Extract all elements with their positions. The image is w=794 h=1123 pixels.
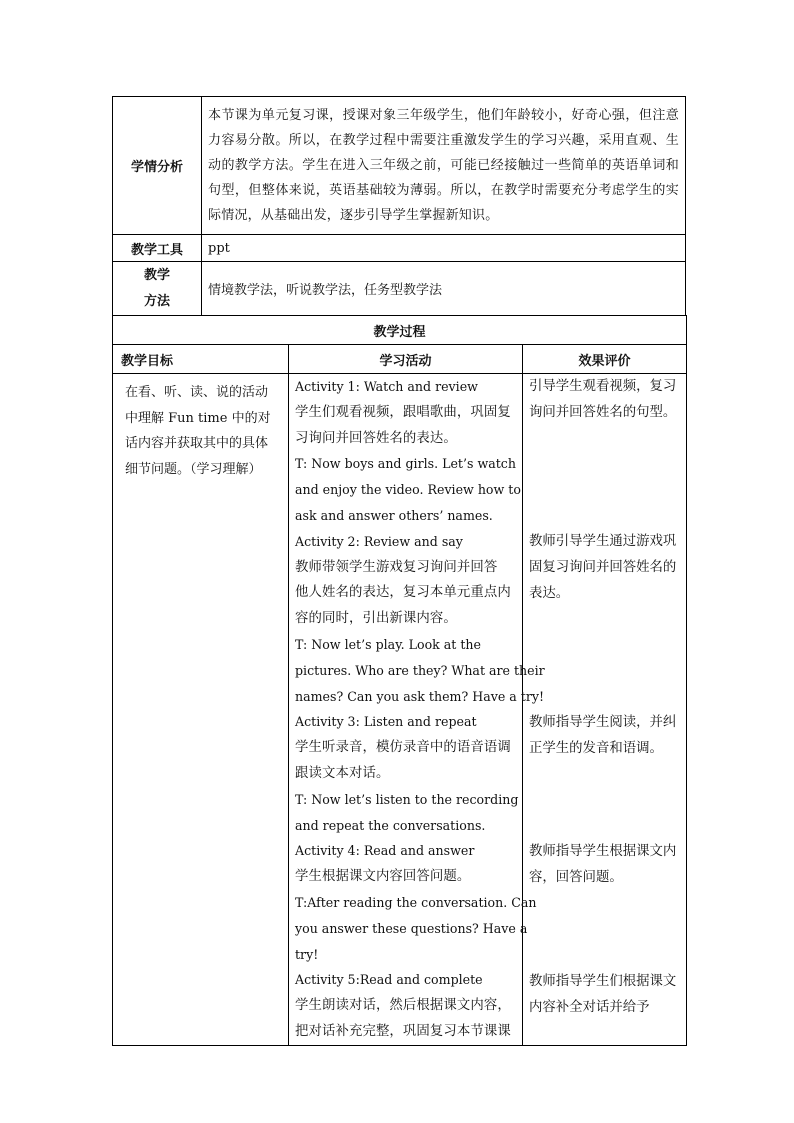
header-activity: 学习活动 <box>289 345 523 374</box>
activity-line: try! <box>295 946 319 962</box>
lesson-info-table <box>112 96 686 316</box>
activity-line: T: Now let’s listen to the recording <box>295 791 519 807</box>
evaluation-5: 教师指导学生们根据课文内容补全对话并给予 <box>529 974 677 1015</box>
activity-line: 容的同时，引出新课内容。 <box>295 611 457 627</box>
activity-line: T:After reading the conversation. Can <box>295 894 537 910</box>
activity-line: Activity 4: Read and answer <box>295 843 475 859</box>
tools-value: ppt <box>202 235 686 262</box>
evaluation-cell <box>523 374 687 1046</box>
evaluation-4: 教师指导学生根据课文内容，回答问题。 <box>529 844 677 885</box>
header-goal: 教学目标 <box>113 345 289 374</box>
analysis-text: 本节课为单元复习课，授课对象三年级学生，他们年龄较小，好奇心强，但注意力容易分散。所以，在教学过程中需要注重激发学生的学习兴趣，采用直观、生动的教学方法。学生在进入三年级之前，可能已经接触过一些简单的英语单词和句型，但整体来说，英语基础较为薄弱。所以，在教学时需要充分考虑学生的实际情况，从基础出发，逐步引导学生掌握新知识。 <box>202 97 686 235</box>
activity-line: Activity 5:Read and complete <box>295 972 483 988</box>
activity-line: 跟读文本对话。 <box>295 765 390 781</box>
tools-label: 教学工具 <box>113 235 202 262</box>
method-label-line-2: 方法 <box>143 293 170 309</box>
activity-line: 学生根据课文内容回答问题。 <box>295 869 471 885</box>
analysis-label: 学情分析 <box>113 97 202 235</box>
activity-line: you answer these questions? Have a <box>295 920 528 936</box>
activity-line: Activity 2: Review and say <box>295 533 463 549</box>
evaluation-1: 引导学生观看视频，复习询问并回答姓名的句型。 <box>529 379 677 420</box>
teaching-process-table <box>112 315 687 1046</box>
activity-line: pictures. Who are they? What are their <box>295 662 545 678</box>
method-label <box>113 262 202 316</box>
activity-line: 他人姓名的表达，复习本单元重点内 <box>295 585 511 601</box>
goal-cell: 在看、听、读、说的活动中理解 Fun time 中的对话内容并获取其中的具体细节问题。（学习理解） <box>113 374 289 1046</box>
activity-line: Activity 3: Listen and repeat <box>295 714 477 730</box>
activity-line: and repeat the conversations. <box>295 817 486 833</box>
activity-line: 教师带领学生游戏复习询问并回答 <box>295 559 498 575</box>
activity-line: T: Now let’s play. Look at the <box>295 636 481 652</box>
activity-line: Activity 1: Watch and review <box>295 379 478 394</box>
activity-line: ask and answer others’ names. <box>295 507 493 523</box>
activity-line: 学生听录音，模仿录音中的语音语调 <box>295 740 511 756</box>
activity-line: T: Now boys and girls. Let’s watch <box>295 456 516 472</box>
activity-line: names? Can you ask them? Have a try! <box>295 688 545 704</box>
activity-line: 学生朗读对话，然后根据课文内容， <box>295 998 511 1014</box>
activity-line: and enjoy the video. Review how to <box>295 482 521 498</box>
activity-line: 学生们观看视频，跟唱歌曲，巩固复 <box>295 404 511 420</box>
evaluation-3: 教师指导学生阅读，并纠正学生的发音和语调。 <box>529 715 677 756</box>
method-label-line-1: 教学 <box>143 267 170 283</box>
activity-line: 习询问并回答姓名的表达。 <box>295 430 457 446</box>
header-evaluation: 效果评价 <box>523 345 687 374</box>
activity-line: 把对话补充完整，巩固复习本节课课 <box>295 1023 511 1039</box>
evaluation-2: 教师引导学生通过游戏巩固复习询问并回答姓名的表达。 <box>529 534 677 601</box>
method-value: 情境教学法，听说教学法，任务型教学法 <box>202 262 686 316</box>
activity-cell <box>289 374 545 1046</box>
process-title: 教学过程 <box>113 316 687 345</box>
